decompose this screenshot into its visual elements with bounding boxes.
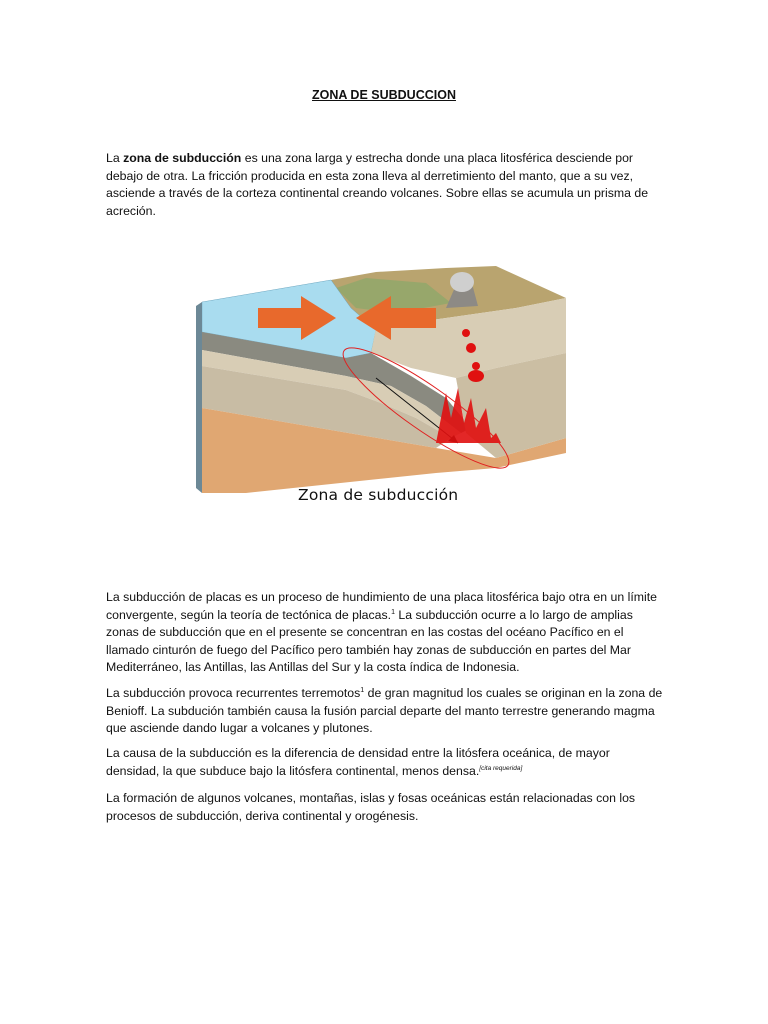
subduction-illustration (196, 258, 576, 508)
citation-needed[interactable]: [cita requerida] (479, 764, 523, 772)
p2-footnote[interactable]: 1 (391, 608, 395, 616)
p2-text-b: La subducción ocurre a lo largo de amplias zonas de subducción que en el presente se concentran en las costas del océano Pacífico en el llamado cinturón de fuego del Pacífico pero también hay zonas de subducción en partes del Mar Mediterráneo, las Antillas, las Antillas del Sur y la costa índica de Indonesia. (106, 607, 633, 674)
subduction-diagram (196, 258, 576, 508)
p4-text: La causa de la subducción es la diferencia de densidad entre la litósfera oceánica, de mayor densidad, la que subduce bajo la litósfera continental, menos densa. (106, 746, 610, 778)
magma-blob-1 (462, 329, 470, 337)
p3-text-b: de gran magnitud los cuales se originan en la zona de Benioff. La subdución también causa la fusión parcial departe del manto terrestre generando magma que asciende dando lugar a volcanes y plutones. (106, 686, 663, 735)
volcano-plume (450, 272, 474, 292)
p2-text-a: La subducción de placas es un proceso de hundimiento de una placa litosférica bajo otra en un límite convergente, según la teoría de tectónica de placas. (106, 590, 657, 622)
paragraph-intro (106, 150, 666, 220)
intro-lead: La (106, 151, 124, 165)
magma-blob-2 (466, 343, 476, 353)
intro-rest: es una zona larga y estrecha donde una placa litosférica desciende por debajo de otra. La fricción producida en esta zona lleva al derretimiento del manto, que a su vez, asciende a través de la corteza continental creando volcanes. Sobre ellas se acumula un prisma de acreción. (106, 151, 649, 218)
figure-caption: Zona de subducción (298, 486, 459, 504)
side-face (196, 302, 202, 493)
paragraph-earthquakes (106, 685, 666, 738)
p3-footnote[interactable]: 1 (360, 686, 365, 694)
paragraph-density (106, 745, 666, 780)
intro-term: zona de subducción (123, 151, 242, 165)
magma-chamber (468, 370, 484, 382)
p3-text-a: La subducción provoca recurrentes terremotos (106, 686, 361, 700)
document-title: ZONA DE SUBDUCCION (312, 88, 456, 102)
paragraph-subduction-process (106, 589, 666, 677)
magma-blob-3 (472, 362, 480, 370)
paragraph-formation: La formación de algunos volcanes, montañas, islas y fosas oceánicas están relacionadas con los procesos de subducción, deriva continental y orogénesis. (106, 791, 636, 823)
